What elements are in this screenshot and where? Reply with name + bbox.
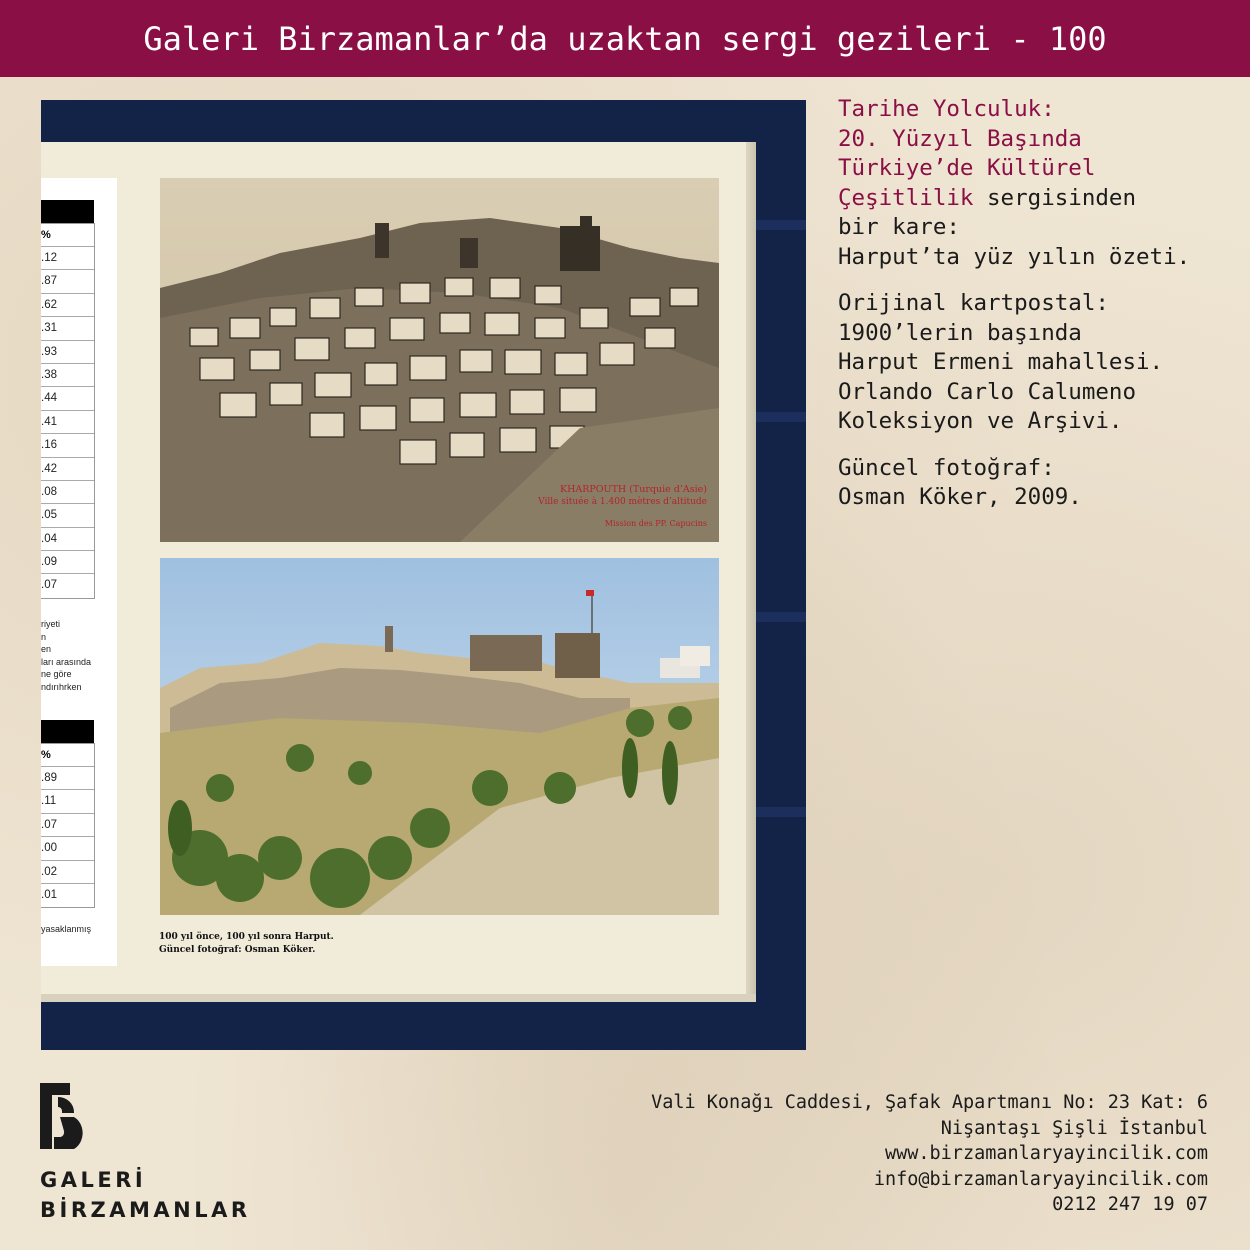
website-link[interactable]: www.birzamanlaryayincilik.com (884, 1143, 1208, 1164)
table-cell: .44 (41, 387, 94, 410)
caption-line: Güncel fotoğraf: Osman Köker. (159, 944, 316, 955)
table-note-line: yasaklanmış (41, 924, 92, 934)
current-photo-image (160, 558, 719, 915)
phone-number[interactable]: 0212 247 19 07 (1052, 1194, 1208, 1215)
table-note-line: ndırıhrken (41, 681, 82, 692)
historic-postcard-image (160, 178, 719, 542)
postcard-publisher: Mission des PP. Capucins (604, 519, 707, 528)
title-line: 20. Yüzyıl Başında (838, 125, 1082, 152)
table-note-line: ne göre (41, 669, 72, 679)
header-title: Galeri Birzamanlar’da uzaktan sergi gezileri - 100 (143, 19, 1107, 58)
table-cell: .00 (41, 837, 94, 860)
table-cell: .04 (41, 528, 94, 551)
original-postcard-paragraph (838, 289, 1233, 437)
table-cell: .42 (41, 458, 94, 481)
original-line: Orlando Carlo Calumeno (838, 378, 1137, 405)
page-header (0, 0, 1250, 77)
current-line: Osman Köker, 2009. (838, 484, 1082, 510)
address-line: Vali Konağı Caddesi, Şafak Apartmanı No: 23 Kat: 6 (651, 1092, 1208, 1113)
table-cell: .01 (41, 888, 57, 901)
postcard-title: KHARPOUTH (Turquie d’Asie) (559, 484, 707, 495)
table-cell: .07 (41, 814, 94, 837)
logo-line: GALERİ (40, 1168, 147, 1192)
table-cell: .41 (41, 411, 94, 434)
table-cell: .38 (41, 364, 94, 387)
table-note-line: riyeti (41, 619, 61, 629)
postcard-subtitle: Ville située à 1.400 mètres d’altitude (538, 497, 707, 507)
table-cell: .07 (41, 579, 57, 592)
original-line: 1900’lerin başında (838, 319, 1082, 346)
table-note-line: en (41, 644, 52, 654)
original-line: Orijinal kartpostal: (838, 290, 1109, 316)
data-table-panel (41, 178, 117, 966)
exhibition-title-paragraph (838, 95, 1233, 272)
postcard-caption (538, 483, 707, 530)
percentage-table (41, 743, 95, 908)
table-cell: .62 (41, 294, 94, 317)
table-cell: .12 (41, 247, 94, 270)
table-note-line: ları arasında (41, 656, 92, 667)
table-cell: .11 (41, 790, 94, 813)
title-line: Türkiye’de Kültürel (838, 155, 1096, 181)
table-note (41, 618, 91, 693)
table-header-bar (41, 200, 94, 223)
table-cell: .89 (41, 767, 94, 790)
exhibit-board (41, 142, 756, 1002)
caption-line: 100 yıl önce, 100 yıl sonra Harput. (159, 932, 334, 942)
description-line: bir kare: (838, 214, 960, 240)
contact-block (651, 1090, 1208, 1218)
percentage-table (41, 223, 95, 599)
original-line: Koleksiyon ve Arşivi. (838, 408, 1123, 434)
title-suffix: sergisinden (973, 184, 1137, 211)
table-column-header: % (41, 744, 94, 767)
table-note-line: n (41, 631, 47, 642)
current-photo-paragraph (838, 454, 1233, 513)
title-line: Tarihe Yolculuk: (838, 96, 1055, 122)
logo-wordmark (40, 1165, 251, 1225)
table-note (41, 923, 91, 936)
logo-line: BİRZAMANLAR (40, 1198, 251, 1222)
title-line: Çeşitlilik (838, 184, 974, 211)
photo-caption (159, 931, 334, 956)
exhibit-photo (41, 100, 806, 1050)
table-cell: .09 (41, 551, 94, 574)
table-cell: .08 (41, 481, 94, 504)
current-photo-illustration (160, 558, 719, 915)
original-line: Harput Ermeni mahallesi. (838, 349, 1164, 375)
table-cell: .02 (41, 861, 94, 884)
table-cell: .16 (41, 434, 94, 457)
table-column-header: % (41, 224, 94, 247)
email-link[interactable]: info@birzamanlaryayincilik.com (873, 1168, 1208, 1190)
galeri-birzamanlar-logo-icon (40, 1083, 88, 1149)
description-line: Harput’ta yüz yılın özeti. (838, 243, 1191, 270)
table-cell: .31 (41, 317, 94, 340)
address-line: Nişantaşı Şişli İstanbul (940, 1117, 1208, 1139)
table-cell: .87 (41, 270, 94, 293)
description-column (838, 95, 1233, 530)
current-line: Güncel fotoğraf: (838, 454, 1055, 481)
table-cell: .93 (41, 341, 94, 364)
table-cell: .05 (41, 504, 94, 527)
table-header-bar (41, 720, 94, 743)
